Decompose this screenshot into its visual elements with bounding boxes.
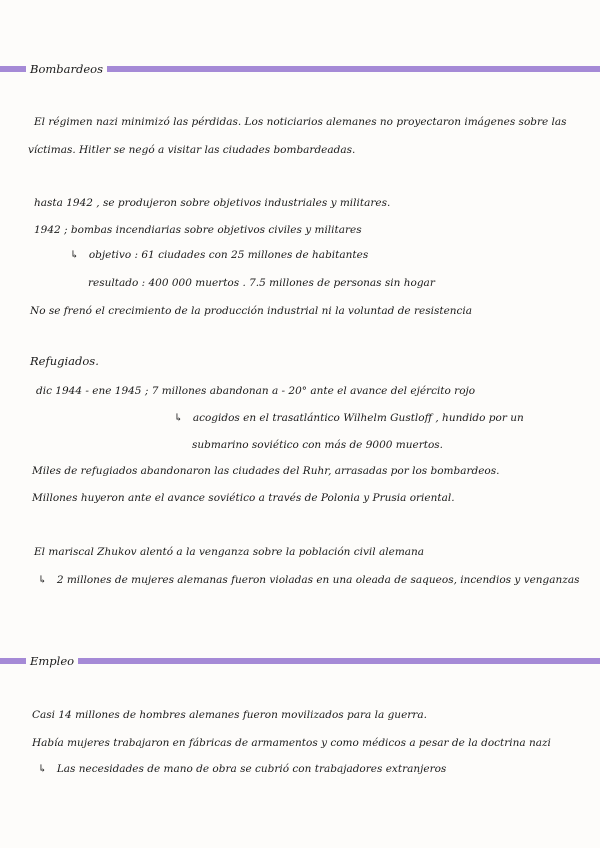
note-line: Casi 14 millones de hombres alemanes fueron movilizados para la guerra. — [32, 709, 427, 721]
subheading-refugiados: Refugiados. — [30, 354, 99, 368]
note-line-arrowed — [70, 249, 368, 262]
note-line: El mariscal Zhukov alentó a la venganza sobre la población civil alemana — [34, 546, 425, 558]
section-divider-bar — [0, 658, 600, 664]
note-line: víctimas. Hitler se negó a visitar las ciudades bombardeadas. — [28, 144, 356, 156]
note-text: Las necesidades de mano de obra se cubrió con trabajadores extranjeros — [56, 763, 447, 775]
note-line: resultado : 400 000 muertos . 7.5 millones de personas sin hogar — [88, 277, 435, 289]
note-line: Había mujeres trabajaron en fábricas de armamentos y como médicos a pesar de la doctrina nazi — [32, 737, 551, 749]
note-line-arrowed — [38, 763, 446, 776]
arrow-icon: ↳ — [38, 763, 47, 775]
note-line: No se frenó el crecimiento de la producción industrial ni la voluntad de resistencia — [30, 305, 473, 317]
note-line: Miles de refugiados abandonaron las ciudades del Ruhr, arrasadas por los bombardeos. — [32, 465, 500, 477]
note-line: submarino soviético con más de 9000 muertos. — [192, 439, 444, 451]
arrow-icon: ↳ — [70, 249, 79, 261]
section-heading-empleo: Empleo — [26, 654, 78, 668]
arrow-icon: ↳ — [174, 412, 183, 424]
note-text: acogidos en el trasatlántico Wilhelm Gustloff , hundido por un — [192, 412, 524, 424]
note-line: 1942 ; bombas incendiarias sobre objetivos civiles y militares — [34, 224, 362, 236]
note-line: hasta 1942 , se produjeron sobre objetivos industriales y militares. — [34, 197, 391, 209]
note-line: El régimen nazi minimizó las pérdidas. Los noticiarios alemanes no proyectaron imágenes sobre las — [34, 116, 567, 128]
note-line: dic 1944 - ene 1945 ; 7 millones abandonan a - 20° ante el avance del ejército rojo — [36, 385, 476, 397]
note-line: Millones huyeron ante el avance soviético a través de Polonia y Prusia oriental. — [32, 492, 455, 504]
note-text: 2 millones de mujeres alemanas fueron violadas en una oleada de saqueos, incendios y venganzas — [56, 574, 580, 586]
note-line-arrowed — [38, 574, 579, 587]
arrow-icon: ↳ — [38, 574, 47, 586]
section-heading-bombardeos: Bombardeos — [26, 62, 107, 76]
note-text: objetivo : 61 ciudades con 25 millones de habitantes — [88, 249, 369, 261]
note-line-arrowed — [174, 412, 524, 425]
